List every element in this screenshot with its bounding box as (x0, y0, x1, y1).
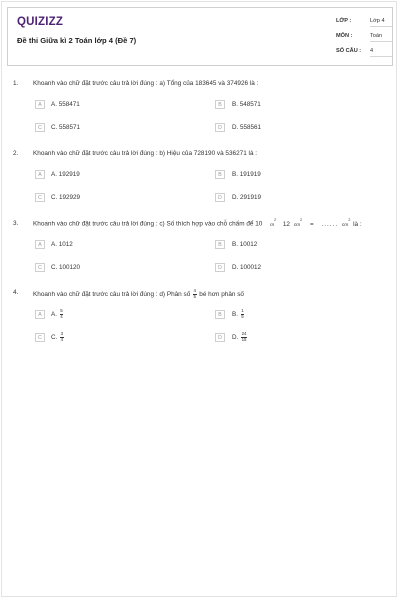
option-c-box[interactable]: C (35, 193, 45, 202)
question-number: 4. (13, 289, 19, 296)
fraction (60, 332, 63, 342)
question-text (33, 220, 362, 228)
option-b-text[interactable]: B. 548571 (232, 101, 261, 108)
option-c-box[interactable]: C (35, 263, 45, 272)
fraction-numerator: 3 (60, 331, 64, 336)
quizizz-logo: QUIZIZZ (17, 16, 64, 28)
question-number: 3. (13, 220, 19, 227)
worksheet-header (7, 7, 393, 66)
fraction-denominator: 15 (241, 336, 247, 342)
option-a-box[interactable]: A (35, 100, 45, 109)
fraction-denominator: 4 (60, 336, 64, 342)
fraction (241, 332, 247, 342)
option-a-box[interactable]: A (35, 310, 45, 319)
option-b-text[interactable]: B. 191919 (232, 171, 261, 178)
fraction (193, 289, 196, 299)
option-d-box[interactable]: D (215, 123, 225, 132)
option-c-text[interactable]: C. 100120 (51, 264, 81, 271)
option-b-box[interactable]: B (215, 310, 225, 319)
page-title: Đề thi Giữa kì 2 Toán lớp 4 (Đề 7) (17, 36, 137, 45)
option-d-box[interactable]: D (215, 193, 225, 202)
equals-sign: = (309, 220, 314, 228)
question-text-suffix: bé hơn phân số (199, 290, 244, 298)
unit-square-centimeter (341, 218, 351, 228)
option-d-text[interactable] (232, 332, 248, 342)
option-b-box[interactable]: B (215, 170, 225, 179)
option-d-box[interactable]: D (215, 263, 225, 272)
option-d-box[interactable]: D (215, 333, 225, 342)
option-a-text[interactable]: A. 558471 (51, 101, 80, 108)
option-c-text[interactable]: C. 558571 (51, 124, 81, 131)
option-d-text[interactable]: D. 100012 (232, 264, 262, 271)
option-d-text[interactable]: D. 558561 (232, 124, 262, 131)
fraction-denominator: 5 (193, 293, 196, 299)
option-b-text[interactable] (232, 309, 245, 319)
mid-number: 12 (282, 220, 290, 228)
subject-value: Toán (370, 33, 392, 42)
option-b-text[interactable]: B. 10012 (232, 241, 258, 248)
option-c-text[interactable] (51, 332, 65, 342)
blank-dots: ...... (321, 220, 339, 228)
unit-m: m (270, 222, 275, 228)
option-c-text[interactable]: C. 192929 (51, 194, 81, 201)
option-b-box[interactable]: B (215, 100, 225, 109)
fraction-numerator: 4 (193, 288, 196, 293)
question-count-label: SỐ CÂU : (336, 48, 362, 54)
question-text-prefix: Khoanh vào chữ đặt trước câu trả lời đúng : c) Số thích hợp vào chỗ chấm để 10 (33, 220, 263, 228)
option-label: D. (232, 333, 239, 341)
grade-value: Lớp 4 (370, 18, 392, 27)
unit-exponent: 2 (348, 218, 351, 222)
option-d-text[interactable]: D. 291919 (232, 194, 262, 201)
fraction-numerator: 1 (241, 308, 244, 313)
grade-label: LỚP : (336, 18, 352, 24)
option-a-text[interactable]: A. 192919 (51, 171, 80, 178)
fraction-denominator: 4 (60, 313, 63, 319)
fraction-denominator: 5 (241, 313, 244, 319)
question-text: Khoanh vào chữ đặt trước câu trả lời đúng : a) Tổng của 183645 và 374926 là : (33, 80, 259, 87)
option-label: A. (51, 310, 57, 318)
unit-cm: cm (341, 222, 349, 228)
question-text-prefix: Khoanh vào chữ đặt trước câu trả lời đúng : d) Phân số (33, 290, 191, 298)
option-a-box[interactable]: A (35, 240, 45, 249)
fraction-numerator: 24 (241, 331, 247, 336)
question-number: 2. (13, 150, 19, 157)
option-label: B. (232, 310, 238, 318)
subject-label: MÔN : (336, 33, 353, 39)
unit-square-centimeter (293, 218, 303, 228)
option-c-box[interactable]: C (35, 333, 45, 342)
option-c-box[interactable]: C (35, 123, 45, 132)
unit-cm: cm (293, 222, 301, 228)
question-count-value: 4 (370, 48, 392, 57)
fraction-numerator: 5 (60, 308, 63, 313)
unit-exponent: 2 (300, 218, 303, 222)
fraction (241, 309, 244, 319)
option-a-text[interactable] (51, 309, 64, 319)
question-text: Khoanh vào chữ đặt trước câu trả lời đúng : b) Hiệu của 728190 và 536271 là : (33, 150, 258, 157)
option-b-box[interactable]: B (215, 240, 225, 249)
unit-square-meter (270, 218, 277, 228)
question-text (33, 289, 244, 299)
option-a-text[interactable]: A. 1012 (51, 241, 73, 248)
option-label: C. (51, 333, 58, 341)
unit-exponent: 2 (274, 218, 277, 222)
question-text-suffix: là : (353, 220, 362, 228)
option-a-box[interactable]: A (35, 170, 45, 179)
question-number: 1. (13, 80, 19, 87)
fraction (60, 309, 63, 319)
